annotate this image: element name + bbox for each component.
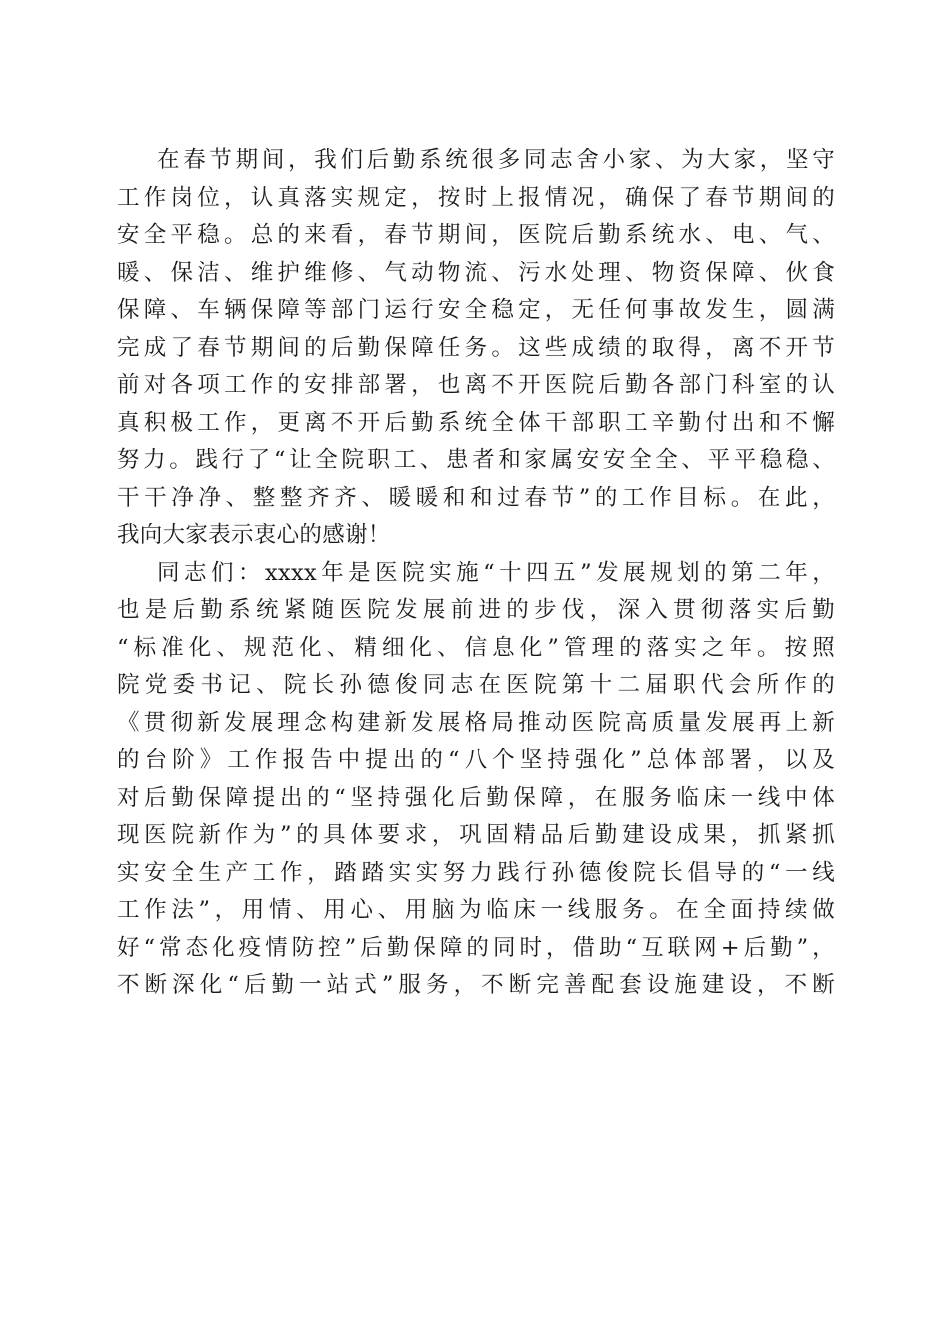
paragraph-2-line-1: 同志们：xxxx年是医院实施“十四五”发展规划的第二年，: [157, 559, 835, 586]
paragraph-1-line-2: 工作岗位，认真落实规定，按时上报情况，确保了春节期间的: [117, 184, 835, 211]
paragraph-2-line-11: 好“常态化疫情防控”后勤保障的同时，借助“互联网+后勤”，: [117, 934, 835, 961]
paragraph-1-line-11: 我向大家表示衷心的感谢！: [117, 522, 391, 548]
paragraph-1-line-10: 干干净净、整整齐齐、暖暖和和过春节”的工作目标。在此，: [117, 484, 835, 511]
paragraph-2-line-8: 现医院新作为”的具体要求，巩固精品后勤建设成果，抓紧抓: [117, 822, 835, 848]
paragraph-1-line-3: 安全平稳。总的来看，春节期间，医院后勤系统水、电、气、: [117, 222, 835, 248]
paragraph-1-line-7: 前对各项工作的安排部署，也离不开医院后勤各部门科室的认: [117, 372, 835, 398]
paragraph-1-line-9: 努力。践行了“让全院职工、患者和家属安安全全、平平稳稳、: [117, 447, 835, 473]
paragraph-2-line-12: 不断深化“后勤一站式”服务，不断完善配套设施建设，不断: [117, 972, 835, 998]
paragraph-1-line-6: 完成了春节期间的后勤保障任务。这些成绩的取得，离不开节: [117, 334, 835, 361]
paragraph-1-line-1: 在春节期间，我们后勤系统很多同志舍小家、为大家，坚守: [157, 147, 835, 173]
paragraph-2-line-3: “标准化、规范化、精细化、信息化”管理的落实之年。按照: [117, 634, 835, 661]
body-text: [117, 142, 835, 1005]
paragraph-1-line-8: 真积极工作，更离不开后勤系统全体干部职工辛勤付出和不懈: [117, 409, 835, 436]
paragraph-2-line-7: 对后勤保障提出的“坚持强化后勤保障，在服务临床一线中体: [117, 784, 835, 811]
paragraph-2-line-5: 《贯彻新发展理念构建新发展格局推动医院高质量发展再上新: [117, 709, 835, 736]
paragraph-2-line-10: 工作法”，用情、用心、用脑为临床一线服务。在全面持续做: [117, 897, 835, 923]
paragraph-2-line-4: 院党委书记、院长孙德俊同志在医院第十二届职代会所作的: [117, 672, 835, 698]
paragraph-2-line-2: 也是后勤系统紧随医院发展前进的步伐，深入贯彻落实后勤: [117, 597, 835, 623]
paragraph-1-line-5: 保障、车辆保障等部门运行安全稳定，无任何事故发生，圆满: [117, 297, 835, 323]
paragraph-1-line-4: 暖、保洁、维护维修、气动物流、污水处理、物资保障、伙食: [117, 259, 835, 286]
paragraph-2-line-6: 的台阶》工作报告中提出的“八个坚持强化”总体部署，以及: [117, 747, 835, 773]
paragraph-2-line-9: 实安全生产工作，踏踏实实努力践行孙德俊院长倡导的“一线: [117, 859, 835, 886]
